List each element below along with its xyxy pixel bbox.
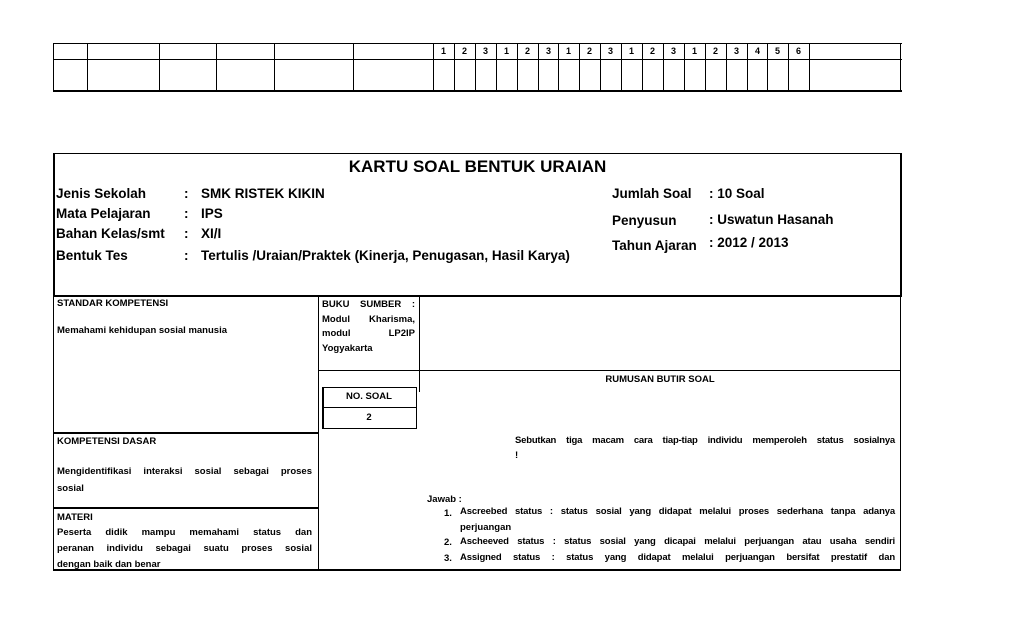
field-bahan-kelas-value: XI/I <box>201 226 222 241</box>
score-number: 2 <box>461 46 467 56</box>
no-soal-value: 2 <box>366 412 372 423</box>
field-tahun-ajaran-value: : 2012 / 2013 <box>709 235 789 250</box>
score-number: 3 <box>607 46 613 56</box>
answer-item-number: 3. <box>444 553 452 564</box>
score-number: 3 <box>670 46 676 56</box>
field-penyusun-label: Penyusun <box>612 213 677 228</box>
rumusan-heading: RUMUSAN BUTIR SOAL <box>605 374 715 385</box>
kompetensi-dasar-heading: KOMPETENSI DASAR <box>57 436 157 447</box>
field-jenis-sekolah-value: SMK RISTEK KIKIN <box>201 186 325 201</box>
field-jumlah-soal-value: : 10 Soal <box>709 186 765 201</box>
score-number: 2 <box>649 46 655 56</box>
answer-item-line: Assigned status : status yang didapat melalui perjuangan bersifat prestatif dan <box>460 552 895 563</box>
score-number: 3 <box>545 46 551 56</box>
field-mata-pelajaran-label: Mata Pelajaran <box>56 206 151 221</box>
field-jenis-sekolah-label: Jenis Sekolah <box>56 186 147 201</box>
field-bentuk-tes-sep: : <box>184 248 189 263</box>
score-number: 2 <box>712 46 718 56</box>
score-number: 1 <box>440 46 446 56</box>
materi-line: peranan individu sebagai suatu proses sosial <box>57 543 312 554</box>
no-soal-label: NO. SOAL <box>346 391 392 402</box>
materi-heading: MATERI <box>57 512 93 523</box>
buku-sumber-line: Modul Kharisma, <box>322 313 415 325</box>
answer-item-line: Ascheeved status : status sosial yang dicapai melalui perjuangan atau usaha sendiri <box>460 536 895 547</box>
field-mata-pelajaran-value: IPS <box>201 206 223 221</box>
buku-sumber-line: Yogyakarta <box>322 342 373 354</box>
field-mata-pelajaran-sep: : <box>184 206 189 221</box>
field-bentuk-tes-label: Bentuk Tes <box>56 248 128 263</box>
answer-label: Jawab : <box>427 494 462 505</box>
answer-item-line: perjuangan <box>460 522 512 533</box>
kompetensi-dasar-line: sosial <box>57 483 84 494</box>
answer-item-line: Ascreebed status : status sosial yang didapat melalui proses sederhana tanpa adanya <box>460 506 895 517</box>
buku-sumber-line: modul LP2IP <box>322 328 415 339</box>
score-number: 1 <box>691 46 697 56</box>
field-tahun-ajaran-label: Tahun Ajaran <box>612 238 697 253</box>
buku-sumber <box>322 298 415 356</box>
score-number: 1 <box>628 46 634 56</box>
question-line: Sebutkan tiga macam cara tiap-tiap individu memperoleh status sosialnya <box>515 435 895 446</box>
answer-item-number: 1. <box>444 508 452 519</box>
field-penyusun-value: : Uswatun Hasanah <box>709 212 834 227</box>
field-bentuk-tes-value: Tertulis /Uraian/Praktek (Kinerja, Penugasan, Hasil Karya) <box>201 248 570 263</box>
card-title: KARTU SOAL BENTUK URAIAN <box>348 157 607 176</box>
field-jenis-sekolah-sep: : <box>184 186 189 201</box>
score-number: 6 <box>795 46 801 56</box>
score-number: 3 <box>482 46 488 56</box>
field-bahan-kelas-label: Bahan Kelas/smt <box>56 226 165 241</box>
question-line: ! <box>515 450 519 461</box>
score-number: 4 <box>754 46 760 56</box>
score-number: 1 <box>503 46 509 56</box>
answer-item-number: 2. <box>444 537 452 548</box>
score-number: 3 <box>733 46 739 56</box>
kompetensi-dasar-line: Mengidentifikasi interaksi sosial sebagai proses <box>57 466 312 477</box>
field-bahan-kelas-sep: : <box>184 226 189 241</box>
standar-kompetensi-text: Memahami kehidupan sosial manusia <box>57 325 227 336</box>
standar-kompetensi-heading: STANDAR KOMPETENSI <box>57 298 169 309</box>
score-number: 5 <box>774 46 780 56</box>
score-number: 2 <box>524 46 530 56</box>
materi-line: Peserta didik mampu memahami status dan <box>57 527 312 538</box>
buku-sumber-line: BUKU SUMBER : <box>322 299 415 310</box>
field-jumlah-soal-label: Jumlah Soal <box>612 186 692 201</box>
score-number: 2 <box>586 46 592 56</box>
materi-line: dengan baik dan benar <box>57 559 161 570</box>
score-number: 1 <box>565 46 571 56</box>
